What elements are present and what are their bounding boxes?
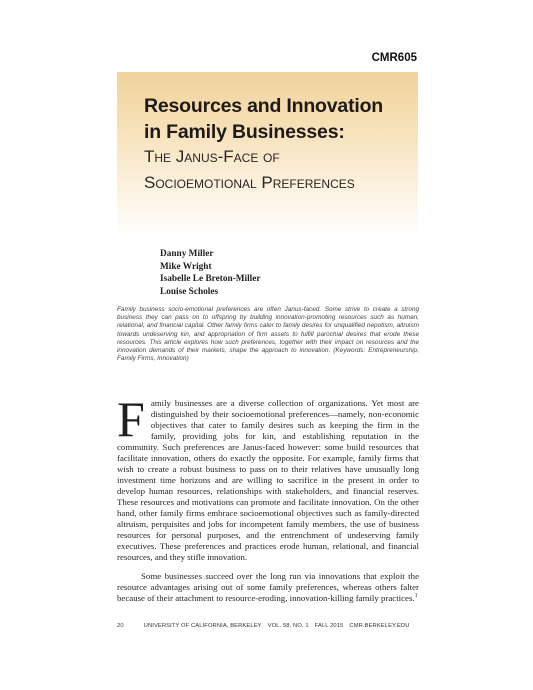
footnote-reference[interactable]: 1: [414, 593, 418, 600]
author-name: Danny Miller: [160, 249, 214, 259]
paragraph-text: Some businesses succeed over the long run via innovations that exploit the resource advantages arising out of some family preferences, whereas others falter because of their attachment to resource-eroding, innovation-killing family practices.: [117, 571, 419, 603]
subtitle-line-2: Socioemotional Preferences: [144, 173, 355, 192]
article-title: [144, 93, 383, 145]
page-number: 20: [117, 623, 124, 629]
issue-date: FALL 2015: [314, 623, 344, 629]
article-subtitle: [144, 144, 355, 196]
title-line-1: Resources and Innovation: [144, 95, 383, 117]
journal-website[interactable]: CMR.BERKELEY.EDU: [349, 623, 410, 629]
abstract: Family business socio-emotional preferences are often Janus-faced. Some strive to create a strong business they can pass on to offspring by building innovation-promoting resources such as human, relational, and financial capital. Other family firms cater to family desires for unqualified nepotism, altruism towards undeserving kin, and appropriation of firm assets to fulfill parochial desires that erode these resources. This article explores how such preferences, together with their impact on resources and the innovation demands of their markets, shape the approach to innovation. (Keywords: Entrepreneurship, Family Firms, Innovation): [117, 306, 419, 363]
author-list: [160, 248, 261, 299]
article-code: CMR605: [371, 52, 417, 64]
title-line-2: in Family Businesses:: [144, 121, 345, 143]
subtitle-line-1: The Janus-Face of: [144, 147, 280, 166]
page-footer: [117, 623, 419, 629]
article-body: [117, 391, 419, 604]
volume-issue: VOL. 58, NO. 1: [267, 623, 309, 629]
author-name: Isabelle Le Breton-Miller: [160, 274, 261, 285]
body-paragraph-2: [117, 571, 419, 604]
author-name: Mike Wright: [160, 261, 212, 272]
body-paragraph-1: [117, 391, 419, 563]
drop-cap: F: [117, 391, 145, 447]
paragraph-text: amily businesses are a diverse collection of organizations. Yet most are distinguished by their socioemotional preferences—namely, non-economic objectives that cater to family desires such as keeping the firm in the family, providing jobs for kin, and establishing reputation in the community. Such preferences are Janus-faced however: some build resources that facilitate innovation, others do exactly the opposite. For example, family firms that wish to create a robust business to pass on to their relatives have unusually long investment time horizons and are willing to sacrifice in the present in order to develop human resources, relationships with stakeholders, and financial reserves. These resources and motivations can promote and facilitate innovation. On the other hand, other family firms embrace socioemotional objectives such as family-directed altruism, perquisites and jobs for incompetent family members, the use of business resources for personal purposes, and the entrenchment of undeserving family executives. These preferences and practices erode human, relational, and financial resources, and they stifle innovation.: [117, 398, 419, 562]
journal-name: UNIVERSITY OF CALIFORNIA, BERKELEY: [143, 623, 262, 629]
author-name: Louise Scholes: [160, 287, 219, 298]
